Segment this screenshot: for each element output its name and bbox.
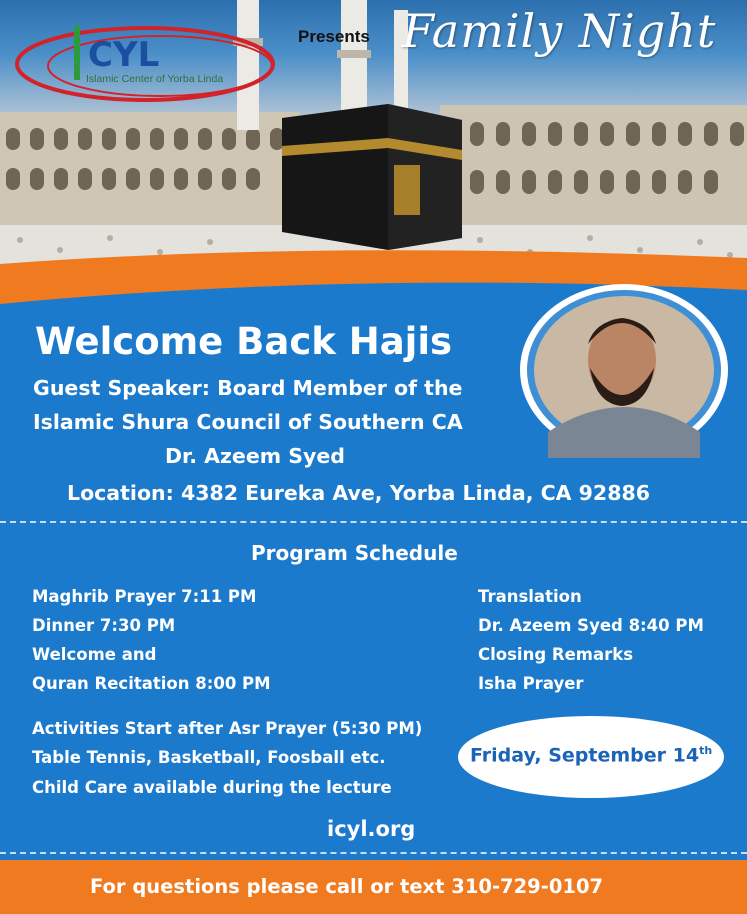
- speaker-photo: [518, 282, 730, 458]
- headline: Welcome Back Hajis: [35, 320, 453, 363]
- divider-top: [0, 521, 747, 523]
- guest-speaker-line-1: Guest Speaker: Board Member of the: [33, 376, 463, 400]
- activities-line-2: Table Tennis, Basketball, Foosball etc.: [32, 748, 386, 767]
- schedule-right-item: Translation: [478, 587, 582, 606]
- guest-speaker-line-2: Islamic Shura Council of Southern CA: [33, 410, 463, 434]
- activities-line-1: Activities Start after Asr Prayer (5:30 PM): [32, 719, 423, 738]
- event-date-suffix: th: [699, 744, 713, 757]
- schedule-title: Program Schedule: [251, 541, 458, 565]
- schedule-right-item: Closing Remarks: [478, 645, 634, 664]
- divider-bottom: [0, 852, 747, 854]
- logo-acronym: CYL: [88, 35, 160, 75]
- website-link[interactable]: icyl.org: [327, 817, 416, 841]
- speaker-name: Dr. Azeem Syed: [165, 444, 345, 468]
- activities-line-3: Child Care available during the lecture: [32, 778, 392, 797]
- schedule-left-item: Quran Recitation 8:00 PM: [32, 674, 271, 693]
- schedule-left-item: Welcome and: [32, 645, 157, 664]
- icyl-logo: [10, 22, 280, 106]
- event-date-text: Friday, September 14: [470, 744, 700, 767]
- location: Location: 4382 Eureka Ave, Yorba Linda, CA 92886: [67, 481, 650, 505]
- event-title: Family Night: [402, 4, 717, 58]
- event-date: [470, 744, 712, 766]
- schedule-left-item: Maghrib Prayer 7:11 PM: [32, 587, 257, 606]
- presents-label: Presents: [298, 27, 370, 46]
- schedule-right-item: Isha Prayer: [478, 674, 584, 693]
- schedule-right-item: Dr. Azeem Syed 8:40 PM: [478, 616, 704, 635]
- contact-info: For questions please call or text 310-729-0107: [90, 875, 604, 898]
- schedule-left-item: Dinner 7:30 PM: [32, 616, 176, 635]
- logo-org-name: Islamic Center of Yorba Linda: [86, 73, 224, 85]
- minaret-icon: [74, 30, 80, 80]
